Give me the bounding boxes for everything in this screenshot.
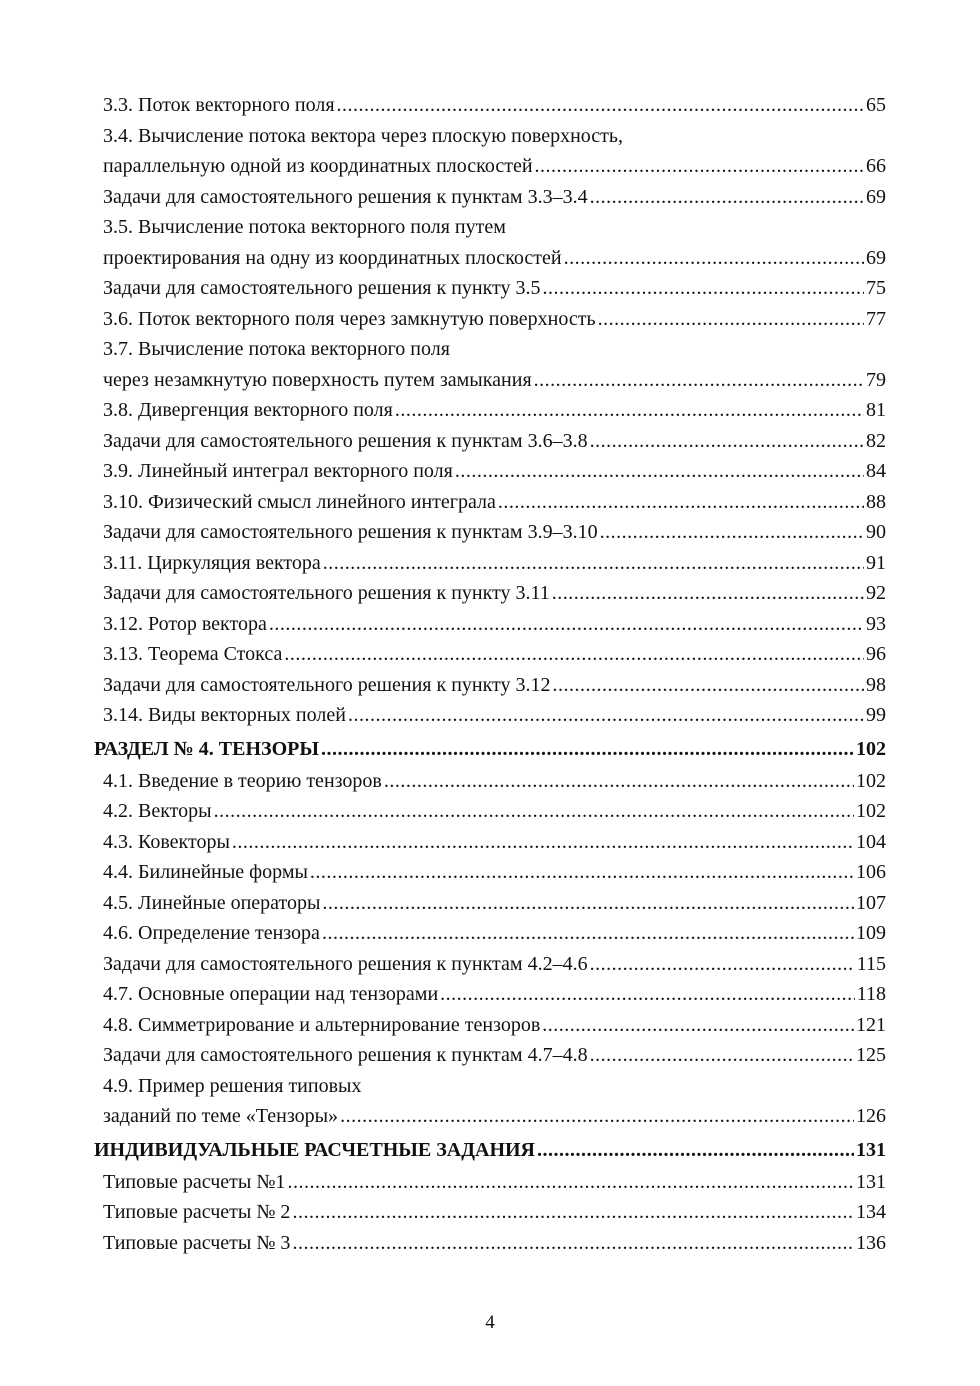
toc-row: [0, 334, 980, 365]
toc-row: [0, 1197, 980, 1228]
dot-leader: [310, 857, 854, 888]
toc-entry: [94, 732, 886, 766]
toc-entry: [103, 1071, 886, 1102]
toc-entry-title: 3.14. Виды векторных полей: [103, 704, 346, 726]
toc-page-number: 65: [866, 94, 886, 116]
toc-row: [0, 949, 980, 980]
toc-page-number: 106: [856, 861, 886, 883]
dot-leader: [384, 766, 854, 797]
toc-entry: [103, 796, 886, 827]
toc-entry: [103, 949, 886, 980]
toc-entry-title: Задачи для самостоятельного решения к пункту 3.5: [103, 277, 541, 299]
toc-entry-title: через незамкнутую поверхность путем замыкания: [103, 368, 532, 391]
toc-page-number: 88: [866, 490, 886, 513]
toc-row: [0, 456, 980, 487]
toc-row: [0, 1228, 980, 1259]
toc-entry-title: 3.12. Ротор вектора: [103, 612, 267, 635]
toc-page-number: 102: [856, 737, 886, 760]
dot-leader: [395, 395, 864, 426]
toc-entry: [103, 700, 886, 731]
toc-entry: [103, 273, 886, 304]
toc-page-number: 79: [866, 368, 886, 391]
toc-row: [0, 766, 980, 797]
toc-row: [0, 670, 980, 701]
toc-entry-title: 3.4. Вычисление потока вектора через плоскую поверхность,: [103, 124, 624, 147]
toc-entry: [103, 1228, 886, 1259]
dot-leader: [564, 243, 864, 274]
toc-entry-title: Задачи для самостоятельного решения к пунктам 3.6–3.8: [103, 429, 588, 452]
dot-leader: [292, 1228, 854, 1259]
toc-entry-title: Задачи для самостоятельного решения к пунктам 3.9–3.10: [103, 521, 598, 543]
toc-page-number: 126: [856, 1105, 886, 1127]
toc-entry-title: Задачи для самостоятельного решения к пунктам 4.7–4.8: [103, 1044, 588, 1066]
toc-entry-title: 4.3. Ковекторы: [103, 830, 230, 853]
toc-row: [0, 395, 980, 426]
toc-entry-title: Задачи для самостоятельного решения к пункту 3.11: [103, 582, 550, 604]
toc-entry-title: 4.1. Введение в теорию тензоров: [103, 769, 382, 792]
table-of-contents: [0, 90, 980, 1258]
toc-entry: [103, 827, 886, 858]
toc-entry-title: 3.13. Теорема Стокса: [103, 643, 283, 665]
toc-entry-title: 3.10. Физический смысл линейного интеграла: [103, 490, 496, 513]
toc-entry: [103, 1167, 886, 1198]
toc-entry: [103, 670, 886, 701]
toc-entry-title: 3.9. Линейный интеграл векторного поля: [103, 460, 453, 482]
toc-entry: [103, 334, 886, 365]
toc-page-number: 107: [856, 891, 886, 914]
toc-entry: [103, 365, 886, 396]
toc-entry-title: РАЗДЕЛ № 4. ТЕНЗОРЫ: [94, 737, 319, 760]
toc-page-number: 81: [866, 399, 886, 421]
toc-page-number: 121: [856, 1013, 886, 1036]
toc-row: [0, 365, 980, 396]
toc-page-number: 69: [866, 185, 886, 208]
toc-page-number: 99: [866, 704, 886, 726]
dot-leader: [535, 151, 864, 182]
toc-entry: [103, 1101, 886, 1132]
toc-row: [0, 827, 980, 858]
toc-page-number: 91: [866, 551, 886, 574]
toc-page-number: 131: [856, 1138, 886, 1161]
toc-entry-title: 3.6. Поток векторного поля через замкнутую поверхность: [103, 307, 596, 330]
toc-entry: [94, 1133, 886, 1167]
toc-page-number: 118: [856, 983, 886, 1005]
toc-page-number: 69: [866, 246, 886, 269]
toc-entry: [103, 456, 886, 487]
toc-entry-title: 4.9. Пример решения типовых: [103, 1074, 362, 1097]
toc-entry-title: 3.5. Вычисление потока векторного поля путем: [103, 216, 506, 238]
toc-page-number: 92: [866, 582, 886, 604]
toc-entry: [103, 121, 886, 152]
toc-row: [0, 1010, 980, 1041]
toc-row: [0, 1101, 980, 1132]
toc-row: [0, 857, 980, 888]
toc-page-number: 75: [866, 277, 886, 299]
toc-page-number: 104: [856, 830, 886, 853]
toc-entry-title: 4.5. Линейные операторы: [103, 891, 321, 914]
page-number: 4: [485, 1312, 495, 1333]
toc-row: [0, 426, 980, 457]
toc-row: [0, 979, 980, 1010]
toc-entry: [103, 243, 886, 274]
toc-page-number: 93: [866, 612, 886, 635]
toc-row: [0, 182, 980, 213]
toc-entry-title: Типовые расчеты №1: [103, 1170, 286, 1193]
toc-row: [0, 700, 980, 731]
dot-leader: [214, 796, 854, 827]
toc-entry: [103, 487, 886, 518]
dot-leader: [322, 888, 854, 919]
toc-page-number: 109: [856, 922, 886, 944]
toc-entry-title: параллельную одной из координатных плоскостей: [103, 155, 533, 177]
dot-leader: [287, 1167, 854, 1198]
toc-entry-title: 3.7. Вычисление потока векторного поля: [103, 338, 450, 360]
toc-entry: [103, 517, 886, 548]
toc-entry-title: 4.4. Билинейные формы: [103, 861, 308, 883]
toc-row: [0, 151, 980, 182]
toc-page-number: 96: [866, 643, 886, 665]
toc-row: [0, 90, 980, 121]
toc-entry-title: Задачи для самостоятельного решения к пунктам 3.3–3.4: [103, 185, 588, 208]
dot-leader: [440, 979, 855, 1010]
dot-leader: [232, 827, 854, 858]
toc-entry: [103, 151, 886, 182]
toc-entry-title: 4.6. Определение тензора: [103, 922, 320, 944]
toc-row: [0, 517, 980, 548]
toc-entry-title: Типовые расчеты № 3: [103, 1231, 291, 1254]
toc-page-number: 102: [856, 769, 886, 792]
toc-entry: [103, 1010, 886, 1041]
toc-row: [0, 304, 980, 335]
toc-entry: [103, 857, 886, 888]
toc-page-number: 131: [856, 1170, 886, 1193]
toc-page-number: 82: [866, 429, 886, 452]
toc-page-number: 90: [866, 521, 886, 543]
toc-row: [0, 1040, 980, 1071]
toc-entry: [103, 182, 886, 213]
dot-leader: [340, 1101, 854, 1132]
toc-entry: [103, 304, 886, 335]
dot-leader: [553, 670, 864, 701]
dot-leader: [269, 609, 864, 640]
toc-row: [0, 796, 980, 827]
dot-leader: [323, 548, 864, 579]
toc-entry: [103, 639, 886, 670]
toc-row: [0, 639, 980, 670]
dot-leader: [322, 918, 854, 949]
dot-leader: [321, 732, 854, 766]
toc-entry: [103, 212, 886, 243]
toc-entry: [103, 1040, 886, 1071]
toc-entry-title: 3.11. Циркуляция вектора: [103, 551, 321, 574]
toc-page-number: 125: [856, 1044, 886, 1066]
toc-entry-title: Задачи для самостоятельного решения к пунктам 4.2–4.6: [103, 952, 588, 975]
toc-entry-title: 3.8. Дивергенция векторного поля: [103, 399, 393, 421]
toc-page-number: 102: [856, 800, 886, 822]
toc-page-number: 115: [856, 952, 886, 975]
dot-leader: [590, 426, 864, 457]
toc-page-number: 136: [856, 1231, 886, 1254]
toc-entry-title: ИНДИВИДУАЛЬНЫЕ РАСЧЕТНЫЕ ЗАДАНИЯ: [94, 1138, 535, 1161]
toc-entry-title: Типовые расчеты № 2: [103, 1201, 291, 1223]
toc-entry: [103, 1197, 886, 1228]
dot-leader: [455, 456, 864, 487]
toc-entry-title: Задачи для самостоятельного решения к пункту 3.12: [103, 673, 551, 696]
toc-row: [0, 243, 980, 274]
dot-leader: [590, 182, 864, 213]
toc-row: [0, 578, 980, 609]
dot-leader: [598, 304, 864, 335]
dot-leader: [600, 517, 864, 548]
toc-entry: [103, 979, 886, 1010]
toc-row: [0, 888, 980, 919]
toc-entry: [103, 888, 886, 919]
toc-row: [0, 918, 980, 949]
toc-row: [0, 548, 980, 579]
dot-leader: [284, 639, 864, 670]
dot-leader: [537, 1133, 854, 1167]
dot-leader: [552, 578, 864, 609]
toc-entry: [103, 548, 886, 579]
dot-leader: [543, 273, 864, 304]
toc-entry: [103, 395, 886, 426]
toc-entry-title: заданий по теме «Тензоры»: [103, 1105, 339, 1127]
toc-entry-title: 4.7. Основные операции над тензорами: [103, 983, 439, 1005]
toc-row: [0, 1071, 980, 1102]
toc-row: [0, 273, 980, 304]
toc-page-number: 77: [866, 307, 886, 330]
toc-row: [0, 487, 980, 518]
toc-page-number: 98: [866, 673, 886, 696]
toc-entry: [103, 766, 886, 797]
toc-page-number: 84: [866, 460, 886, 482]
dot-leader: [348, 700, 864, 731]
toc-row: [0, 212, 980, 243]
toc-page-number: 66: [866, 155, 886, 177]
dot-leader: [534, 365, 864, 396]
toc-entry: [103, 609, 886, 640]
toc-entry-title: проектирования на одну из координатных плоскостей: [103, 246, 562, 269]
toc-entry: [103, 578, 886, 609]
toc-row: [0, 121, 980, 152]
toc-entry-title: 3.3. Поток векторного поля: [103, 94, 335, 116]
toc-page-number: 134: [856, 1201, 886, 1223]
dot-leader: [590, 1040, 854, 1071]
toc-entry-title: 4.8. Симметрирование и альтернирование тензоров: [103, 1013, 541, 1036]
toc-entry-title: 4.2. Векторы: [103, 800, 212, 822]
dot-leader: [292, 1197, 854, 1228]
toc-entry: [103, 90, 886, 121]
dot-leader: [590, 949, 855, 980]
dot-leader: [337, 90, 864, 121]
toc-section-row: [0, 1133, 980, 1167]
toc-row: [0, 1167, 980, 1198]
toc-entry: [103, 918, 886, 949]
dot-leader: [542, 1010, 854, 1041]
dot-leader: [498, 487, 864, 518]
toc-section-row: [0, 732, 980, 766]
toc-entry: [103, 426, 886, 457]
toc-row: [0, 609, 980, 640]
